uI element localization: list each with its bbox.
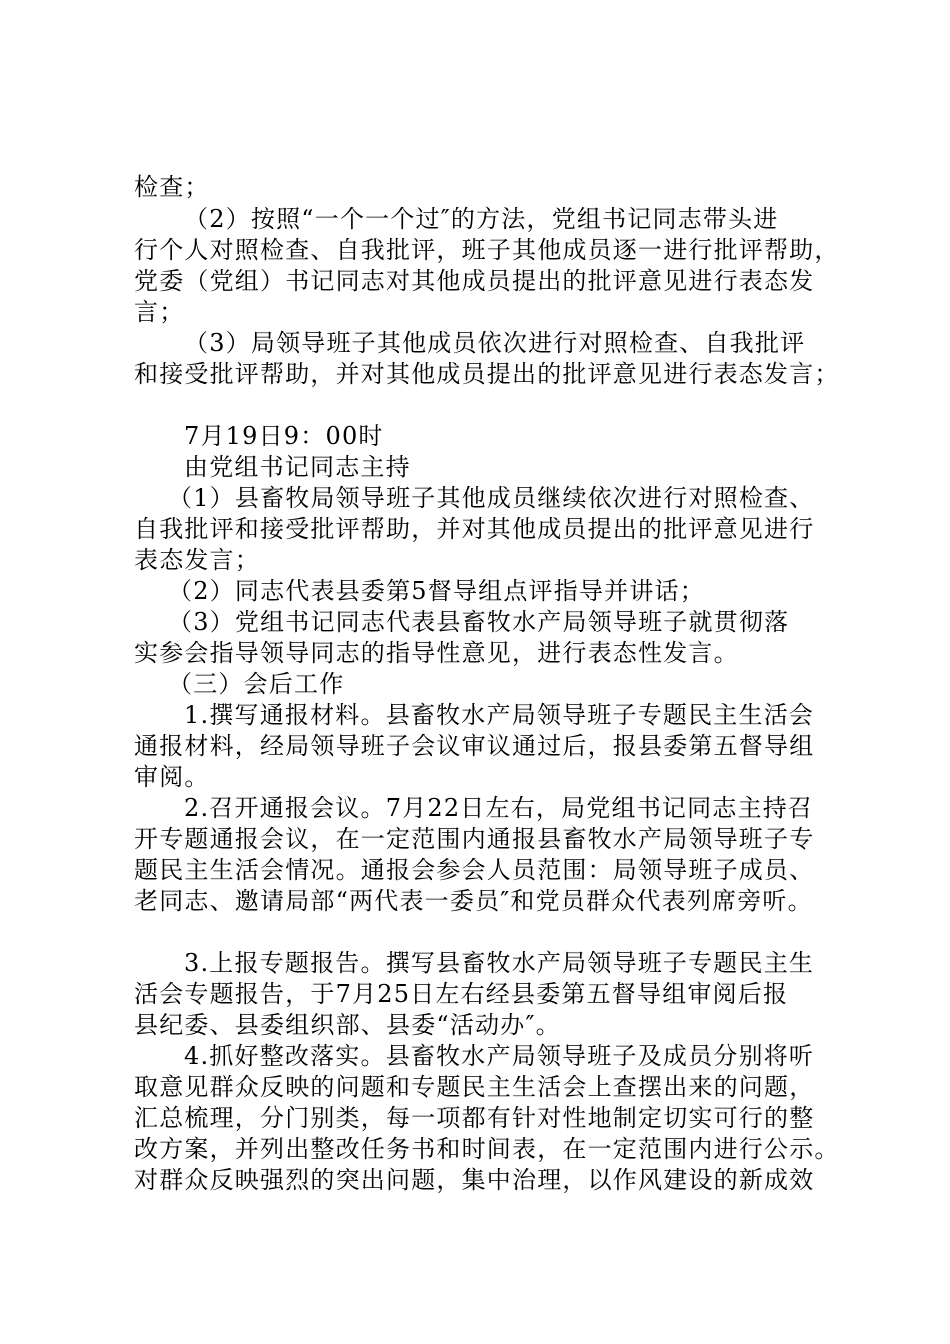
text-line: 县纪委、县委组织部、县委“活动办″。 [134,1011,561,1039]
text-line: 和接受批评帮助，并对其他成员提出的批评意见进行表态发言； [134,360,840,388]
text-line: 言； [134,298,185,326]
text-line: 表态发言； [134,546,260,574]
text-line: 汇总梳理，分门别类，每一项都有针对性地制定切实可行的整 [134,1104,815,1132]
text-line: 通报材料，经局领导班子会议审议通过后，报县委第五督导组 [134,732,815,760]
text-line: 7月19日9：00时 [184,422,384,450]
text-line: 自我批评和接受批评帮助，并对其他成员提出的批评意见进行 [134,515,815,543]
text-line: 由党组书记同志主持 [184,453,411,481]
text-line: 活会专题报告，于7月25日左右经县委第五督导组审阅后报 [134,980,789,1008]
text-line: （2）同志代表县委第5督导组点评指导并讲话； [168,577,705,605]
text-line: 开专题通报会议，在一定范围内通报县畜牧水产局领导班子专 [134,825,815,853]
text-line: 1.撰写通报材料。县畜牧水产局领导班子专题民主生活会 [184,701,815,729]
text-line: 审阅。 [134,763,210,791]
text-line: 行个人对照检查、自我批评，班子其他成员逐一进行批评帮助， [134,236,840,264]
text-line: （2）按照“一个一个过″的方法，党组书记同志带头进 [184,205,779,233]
text-line: （三）会后工作 [168,670,345,698]
text-line: 改方案，并列出整改任务书和时间表，在一定范围内进行公示。 [134,1135,840,1163]
text-line: 取意见群众反映的问题和专题民主生活会上查摆出来的问题， [134,1073,815,1101]
text-line: 对群众反映强烈的突出问题，集中治理，以作风建设的新成效 [134,1166,815,1194]
text-line: 3.上报专题报告。撰写县畜牧水产局领导班子专题民主生 [184,949,815,977]
text-line: 2.召开通报会议。7月22日左右，局党组书记同志主持召 [184,794,814,822]
text-line: 老同志、邀请局部“两代表一委员″和党员群众代表列席旁听。 [134,887,813,915]
text-line: 党委（党组）书记同志对其他成员提出的批评意见进行表态发 [134,267,815,295]
text-line: 题民主生活会情况。通报会参会人员范围：局领导班子成员、 [134,856,815,884]
text-line: （3）党组书记同志代表县畜牧水产局领导班子就贯彻落 [168,608,790,636]
text-line: （3）局领导班子其他成员依次进行对照检查、自我批评 [184,329,806,357]
text-line: 检查； [134,173,210,201]
text-line: 实参会指导领导同志的指导性意见，进行表态性发言。 [134,639,739,667]
text-line: （1）县畜牧局领导班子其他成员继续依次进行对照检查、 [168,484,815,512]
text-line: 4.抓好整改落实。县畜牧水产局领导班子及成员分别将听 [184,1042,815,1070]
